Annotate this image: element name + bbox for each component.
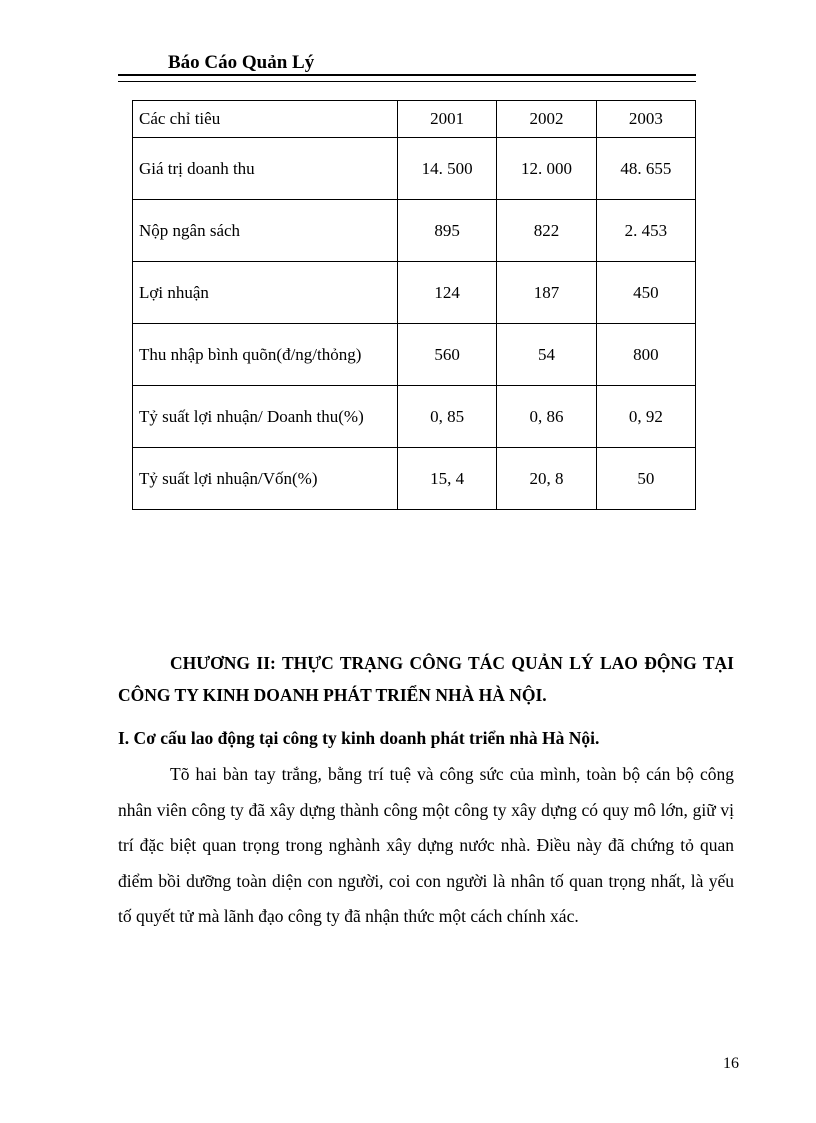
body-paragraph: Tõ hai bàn tay trắng, bằng trí tuệ và công sức của mình, toàn bộ cán bộ công nhân viên công ty đã xây dựng thành công một công ty xây dựng có quy mô lớn, giữ vị trí đặc biệt quan trọng trong nghành xây dựng nước nhà. Điều này đã chứng tỏ quan điểm bồi dưỡng toàn diện con người, coi con người là nhân tố quan trọng nhất, là yếu tố quyết tử mà lãnh đạo công ty đã nhận thức một cách chính xác. xyxy=(118,764,734,926)
header-title: Báo Cáo Quản Lý xyxy=(168,52,315,73)
cell-value: 450 xyxy=(596,262,695,324)
row-label: Nộp ngân sách xyxy=(133,200,398,262)
cell-value: 12. 000 xyxy=(497,138,596,200)
table-row xyxy=(133,324,696,386)
row-label: Tỷ suất lợi nhuận/ Doanh thu(%) xyxy=(133,386,398,448)
cell-value: 124 xyxy=(398,262,497,324)
cell-value: 822 xyxy=(497,200,596,262)
table-row xyxy=(133,138,696,200)
header-cell-2002: 2002 xyxy=(497,101,596,138)
cell-value: 20, 8 xyxy=(497,448,596,510)
table-row xyxy=(133,262,696,324)
chapter-title: CHƯƠNG II: THỰC TRẠNG CÔNG TÁC QUẢN LÝ LAO ĐỘNG TẠI CÔNG TY KINH DOANH PHÁT TRIỂN NHÀ HÀ NỘI. xyxy=(118,653,734,705)
cell-value: 800 xyxy=(596,324,695,386)
cell-value: 48. 655 xyxy=(596,138,695,200)
table-header-row xyxy=(133,101,696,138)
cell-value: 2. 453 xyxy=(596,200,695,262)
cell-value: 0, 92 xyxy=(596,386,695,448)
table-row xyxy=(133,386,696,448)
cell-value: 15, 4 xyxy=(398,448,497,510)
statistics-table xyxy=(132,100,696,510)
cell-value: 560 xyxy=(398,324,497,386)
page-number: 16 xyxy=(723,1055,739,1072)
row-label: Thu nhập bình quõn(đ/ng/thỏng) xyxy=(133,324,398,386)
table-row xyxy=(133,200,696,262)
header-rule xyxy=(118,74,696,82)
cell-value: 14. 500 xyxy=(398,138,497,200)
header-cell-2001: 2001 xyxy=(398,101,497,138)
cell-value: 50 xyxy=(596,448,695,510)
header-cell-2003: 2003 xyxy=(596,101,695,138)
table-row xyxy=(133,448,696,510)
header-cell-indicator: Các chỉ tiêu xyxy=(133,101,398,138)
row-label: Lợi nhuận xyxy=(133,262,398,324)
cell-value: 0, 85 xyxy=(398,386,497,448)
cell-value: 0, 86 xyxy=(497,386,596,448)
row-label: Giá trị doanh thu xyxy=(133,138,398,200)
section-heading: I. Cơ cấu lao động tại công ty kinh doanh phát triển nhà Hà Nội. xyxy=(118,728,600,748)
row-label: Tỷ suất lợi nhuận/Vốn(%) xyxy=(133,448,398,510)
cell-value: 54 xyxy=(497,324,596,386)
cell-value: 895 xyxy=(398,200,497,262)
cell-value: 187 xyxy=(497,262,596,324)
